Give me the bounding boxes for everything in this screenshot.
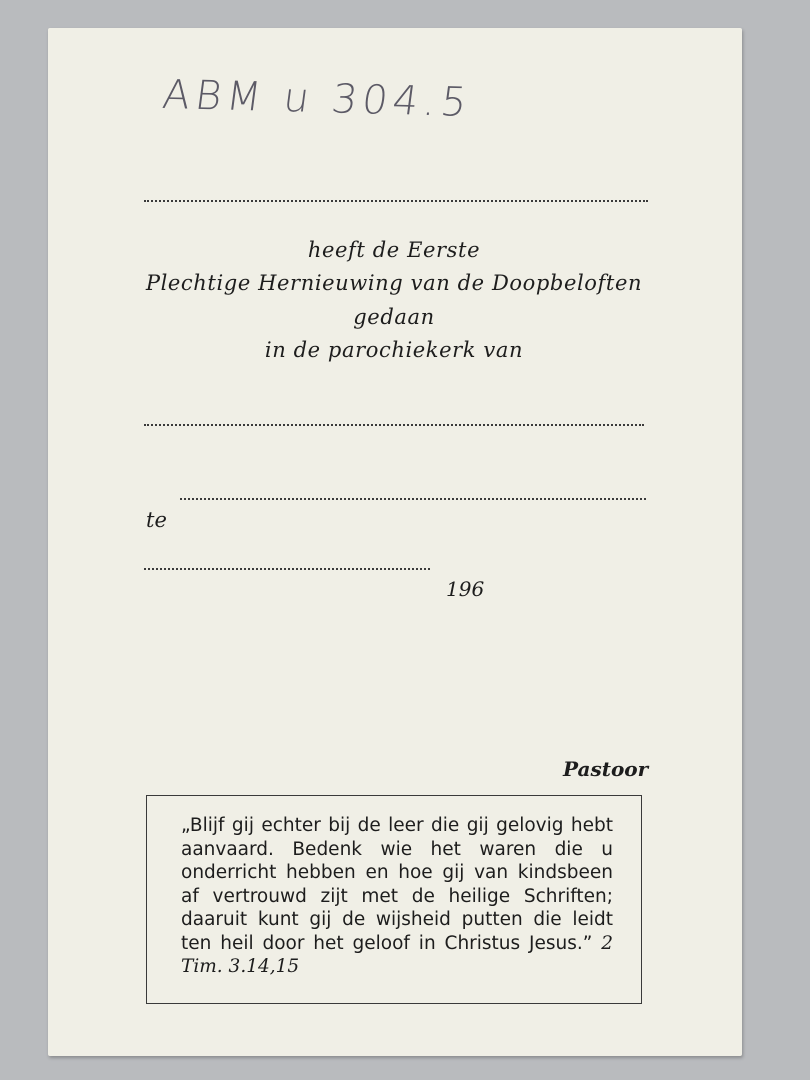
scripture-quote-box: [146, 795, 642, 1004]
signature-label: Pastoor: [563, 757, 649, 781]
heading-line-4: in de parochiekerk van: [264, 338, 524, 362]
quote-text: „Blijf gij echter bij de leer die gij gelovig hebt aanvaard. Bedenk wie het waren die u onderricht hebben en hoe gij van kindsbeen af vertrouwd zijt met de heilige Schriften; daaruit kunt gij de wijsheid putten die leidt ten heil door het geloof in Christus Jesus.”: [181, 815, 613, 954]
place-fill-line: [180, 498, 646, 500]
parish-fill-line: [144, 424, 644, 426]
handwritten-catalog-number: ABM u 304.5: [159, 72, 475, 126]
heading-line-1: heeft de Eerste: [307, 238, 481, 262]
name-fill-line: [144, 200, 648, 202]
place-label: te: [146, 508, 167, 532]
heading-line-2: Plechtige Hernieuwing van de Doopbeloften: [145, 271, 643, 295]
certificate-card: [48, 28, 742, 1056]
date-fill-line: [144, 568, 430, 570]
heading-line-3: gedaan: [353, 305, 435, 329]
scripture-quote: [181, 814, 613, 979]
quote-reference: 2 Tim. 3.14,15: [181, 932, 613, 977]
year-prefix: 196: [446, 577, 485, 601]
